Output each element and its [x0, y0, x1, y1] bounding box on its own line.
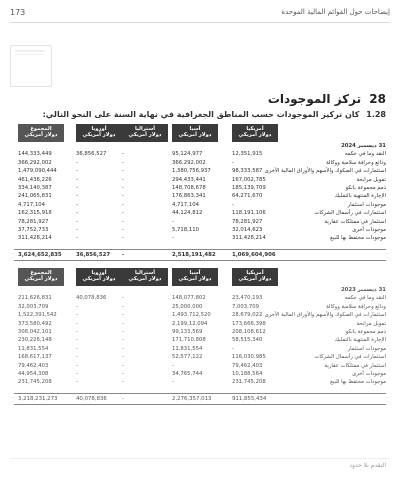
- total-value: 3,218,231,273: [18, 395, 58, 402]
- cell-value: 176,863,341: [172, 193, 206, 200]
- cell-value: 40,078,836: [76, 295, 107, 302]
- row-label: تمويل مرابحة: [356, 176, 386, 183]
- cell-value: -: [122, 295, 124, 302]
- table-row: [14, 176, 386, 184]
- document-icon: [10, 45, 52, 87]
- column-header-name: أستراليا: [134, 270, 155, 276]
- cell-value: -: [76, 193, 78, 200]
- total-value: -: [122, 251, 125, 258]
- cell-value: 1,522,391,542: [18, 312, 57, 319]
- cell-value: 144,333,449: [18, 151, 52, 158]
- cell-value: -: [122, 168, 124, 175]
- cell-value: 118,191,106: [232, 210, 266, 217]
- cell-value: 79,462,403: [18, 362, 49, 369]
- row-label: موجودات استثمار: [347, 201, 386, 208]
- cell-value: -: [232, 159, 234, 166]
- section-title-text: تركز الموجودات: [267, 92, 362, 106]
- total-value: 1,069,604,906: [232, 251, 276, 258]
- cell-value: 4,717,104: [18, 201, 45, 208]
- cell-value: -: [122, 312, 124, 319]
- cell-value: 34,765,744: [172, 370, 203, 377]
- year-row: [14, 142, 386, 150]
- row-label: موجودات استثمار: [347, 345, 386, 352]
- cell-value: -: [122, 218, 124, 225]
- cell-value: -: [76, 176, 78, 183]
- cell-value: -: [76, 218, 78, 225]
- cell-value: 32,014,623: [232, 226, 263, 233]
- table-row: [14, 311, 386, 319]
- cell-value: -: [76, 303, 78, 310]
- cell-value: 185,139,709: [232, 184, 266, 191]
- table-row: [14, 184, 386, 192]
- cell-value: -: [122, 320, 124, 327]
- total-value: 911,855,434: [232, 395, 267, 402]
- cell-value: 1,493,712,520: [172, 312, 211, 319]
- cell-value: 308,042,101: [18, 328, 52, 335]
- cell-value: 167,002,785: [232, 176, 266, 183]
- cell-value: -: [76, 312, 78, 319]
- table-row: [14, 209, 386, 217]
- row-label: الإجارة المنتهية بالتمليك: [334, 337, 386, 344]
- column-header: [232, 268, 278, 286]
- cell-value: -: [76, 201, 78, 208]
- cell-value: -: [232, 201, 234, 208]
- cell-value: 37,752,733: [18, 226, 49, 233]
- row-label: موجودات أخرى: [352, 370, 386, 377]
- column-header-name: المجموع: [30, 270, 52, 276]
- table-row: [14, 353, 386, 361]
- row-label: ذمم مجموعة بانكو: [345, 184, 386, 191]
- cell-value: -: [122, 379, 124, 386]
- cell-value: 10,188,564: [232, 370, 263, 377]
- cell-value: 116,030,985: [232, 354, 266, 361]
- cell-value: -: [122, 226, 124, 233]
- cell-value: 44,124,812: [172, 210, 203, 217]
- cell-value: 241,065,831: [18, 193, 52, 200]
- cell-value: -: [76, 210, 78, 217]
- subsection-title-text: كان تركيز الموجودات حسب المناطق الجغرافية في نهاية السنة على النحو التالي:: [42, 110, 360, 119]
- section-number: 28: [369, 92, 386, 106]
- cell-value: -: [76, 168, 78, 175]
- cell-value: -: [122, 328, 124, 335]
- column-header: [172, 124, 218, 142]
- cell-value: 171,710,808: [172, 337, 206, 344]
- cell-value: -: [76, 159, 78, 166]
- column-header-name: آسيا: [189, 270, 201, 276]
- cell-value: 78,281,927: [18, 218, 49, 225]
- cell-value: 58,515,340: [232, 337, 263, 344]
- cell-value: 32,003,709: [18, 303, 49, 310]
- cell-value: -: [76, 337, 78, 344]
- cell-value: 173,666,398: [232, 320, 266, 327]
- column-header-row: [14, 124, 386, 142]
- row-label: ودائع وحرافة سلامية ووكالة: [326, 159, 386, 166]
- cell-value: -: [76, 184, 78, 191]
- table-row: [14, 167, 386, 175]
- column-header: [76, 268, 122, 286]
- cell-value: 461,436,226: [18, 176, 52, 183]
- cell-value: 231,745,208: [18, 379, 52, 386]
- cell-value: 231,745,208: [232, 379, 266, 386]
- table-row: [14, 378, 386, 386]
- table-2023: [14, 268, 386, 405]
- cell-value: 23,470,193: [232, 295, 263, 302]
- column-header-unit: دولار أمريكي: [128, 132, 162, 138]
- cell-value: 99,133,569: [172, 328, 203, 335]
- cell-value: -: [122, 151, 124, 158]
- cell-value: 98,333,587: [232, 168, 263, 175]
- cell-value: 366,292,002: [172, 159, 206, 166]
- cell-value: 79,462,403: [232, 362, 263, 369]
- row-label: موجودات محتفظ بها للبيع: [330, 379, 386, 386]
- table-row: [14, 328, 386, 336]
- subsection-title: [43, 110, 386, 119]
- cell-value: -: [76, 354, 78, 361]
- cell-value: 64,271,670: [232, 193, 263, 200]
- cell-value: -: [122, 354, 124, 361]
- column-header: [18, 268, 64, 286]
- cell-value: -: [76, 226, 78, 233]
- column-header: [76, 124, 122, 142]
- cell-value: -: [172, 235, 174, 242]
- page-header: [0, 0, 400, 30]
- cell-value: 7,003,709: [232, 303, 259, 310]
- cell-value: 148,708,678: [172, 184, 206, 191]
- cell-value: 208,108,612: [232, 328, 266, 335]
- cell-value: 52,577,122: [172, 354, 203, 361]
- column-header-unit: دولار أمريكي: [238, 276, 272, 282]
- cell-value: 373,580,492: [18, 320, 52, 327]
- cell-value: -: [172, 362, 174, 369]
- cell-value: -: [232, 345, 234, 352]
- column-header-unit: دولار أمريكي: [128, 276, 162, 282]
- cell-value: 162,315,918: [18, 210, 52, 217]
- row-label: النقد وما في حكمه: [344, 295, 386, 302]
- row-label: ذمم مجموعة بانكو: [345, 328, 386, 335]
- total-value: 40,078,836: [76, 395, 107, 402]
- cell-value: 4,717,104: [172, 201, 199, 208]
- row-label: استثمار في ممتلكات عقارية: [324, 218, 386, 225]
- column-header-unit: دولار أمريكي: [82, 276, 116, 282]
- total-value: 2,518,191,482: [172, 251, 216, 258]
- column-header-unit: دولار أمريكي: [178, 132, 212, 138]
- column-header: [122, 124, 168, 142]
- cell-value: 44,954,308: [18, 370, 49, 377]
- header-title: إيضاحات حول القوائم المالية الموحدة: [281, 8, 390, 16]
- cell-value: 25,000,000: [172, 303, 203, 310]
- cell-value: -: [122, 210, 124, 217]
- cell-value: -: [122, 370, 124, 377]
- row-label: موجودات أخرى: [352, 226, 386, 233]
- total-value: 2,276,357,013: [172, 395, 212, 402]
- cell-value: -: [76, 235, 78, 242]
- year-label: 31 ديسمبر 2023: [341, 287, 386, 293]
- cell-value: 95,124,977: [172, 151, 203, 158]
- row-label: استثمارات في رأسمال الشركات: [314, 354, 386, 361]
- column-header: [232, 124, 278, 142]
- cell-value: -: [122, 176, 124, 183]
- cell-value: -: [122, 337, 124, 344]
- cell-value: -: [76, 345, 78, 352]
- row-label: النقد وما في حكمه: [344, 151, 386, 158]
- table-row: [14, 201, 386, 209]
- cell-value: 294,433,441: [172, 176, 206, 183]
- row-label: استثمارات في الصكوك والأسهم والأوراق المالية الأخرى: [264, 312, 386, 319]
- table-2024: [14, 124, 386, 261]
- cell-value: 2,199,12,094: [172, 320, 208, 327]
- total-row: [14, 249, 386, 261]
- cell-value: -: [122, 184, 124, 191]
- cell-value: 36,856,527: [76, 151, 107, 158]
- cell-value: 11,831,554: [172, 345, 203, 352]
- cell-value: 168,617,137: [18, 354, 52, 361]
- column-header: [172, 268, 218, 286]
- row-label: موجودات محتفظ بها للبيع: [330, 235, 386, 242]
- row-label: استثمار في ممتلكات عقارية: [324, 362, 386, 369]
- column-header-name: أمريكيا: [246, 270, 264, 276]
- cell-value: -: [76, 362, 78, 369]
- table-row: [14, 320, 386, 328]
- table-row: [14, 234, 386, 242]
- cell-value: -: [122, 201, 124, 208]
- cell-value: 230,226,148: [18, 337, 52, 344]
- column-header-unit: دولار أمريكي: [82, 132, 116, 138]
- cell-value: 211,626,831: [18, 295, 52, 302]
- table-row: [14, 150, 386, 158]
- table-row: [14, 192, 386, 200]
- table-row: [14, 226, 386, 234]
- cell-value: -: [76, 320, 78, 327]
- row-label: تمويل مرابحة: [356, 320, 386, 327]
- column-header-name: آسيا: [189, 126, 201, 132]
- table-row: [14, 294, 386, 302]
- table-row: [14, 336, 386, 344]
- row-label: الإجارة المنتهية بالتمليك: [334, 193, 386, 200]
- cell-value: -: [122, 362, 124, 369]
- cell-value: 311,428,214: [232, 235, 266, 242]
- cell-value: 334,140,387: [18, 184, 52, 191]
- cell-value: 11,831,554: [18, 345, 49, 352]
- cell-value: -: [122, 235, 124, 242]
- table-row: [14, 362, 386, 370]
- column-header-name: أمريكيا: [246, 126, 264, 132]
- column-header: [122, 268, 168, 286]
- column-header-unit: دولار أمريكي: [178, 276, 212, 282]
- column-header-unit: دولار أمريكي: [238, 132, 272, 138]
- cell-value: 311,428,214: [18, 235, 52, 242]
- cell-value: 1,380,756,937: [172, 168, 211, 175]
- table-row: [14, 303, 386, 311]
- column-header-row: [14, 268, 386, 286]
- cell-value: -: [76, 328, 78, 335]
- total-row: [14, 393, 386, 405]
- cell-value: 366,292,002: [18, 159, 52, 166]
- cell-value: 78,281,927: [232, 218, 263, 225]
- total-value: -: [122, 395, 124, 402]
- cell-value: 12,351,915: [232, 151, 263, 158]
- cell-value: -: [76, 370, 78, 377]
- column-header: [18, 124, 64, 142]
- year-label: 31 ديسمبر 2024: [341, 143, 386, 149]
- section-title: [268, 92, 386, 106]
- column-header-unit: دولار أمريكي: [24, 276, 58, 282]
- cell-value: -: [122, 345, 124, 352]
- column-header-name: أستراليا: [134, 126, 155, 132]
- subsection-number: 1.28: [366, 110, 386, 119]
- column-header-name: أوروبا: [91, 126, 107, 132]
- cell-value: 148,077,802: [172, 295, 206, 302]
- table-row: [14, 370, 386, 378]
- column-header-name: المجموع: [30, 126, 52, 132]
- cell-value: -: [122, 159, 124, 166]
- footer-divider: [10, 458, 390, 459]
- table-row: [14, 159, 386, 167]
- header-divider: [10, 22, 390, 23]
- column-header-unit: دولار أمريكي: [24, 132, 58, 138]
- footer-text: التقدم بلا حدود: [349, 462, 386, 469]
- cell-value: -: [172, 218, 174, 225]
- cell-value: -: [122, 193, 124, 200]
- total-value: 36,856,527: [76, 251, 111, 258]
- cell-value: -: [76, 379, 78, 386]
- cell-value: -: [122, 303, 124, 310]
- row-label: استثمارات في الصكوك والأسهم والأوراق المالية الأخرى: [264, 168, 386, 175]
- total-value: 3,624,652,835: [18, 251, 62, 258]
- column-header-name: أوروبا: [91, 270, 107, 276]
- cell-value: 1,479,090,444: [18, 168, 57, 175]
- page-number: 173: [10, 8, 26, 17]
- year-row: [14, 286, 386, 294]
- table-row: [14, 218, 386, 226]
- table-row: [14, 345, 386, 353]
- cell-value: 28,679,022: [232, 312, 263, 319]
- row-label: استثمارات في رأسمال الشركات: [314, 210, 386, 217]
- row-label: ودائع وحرافة سلامية ووكالة: [326, 303, 386, 310]
- cell-value: -: [172, 379, 174, 386]
- cell-value: 5,718,110: [172, 226, 199, 233]
